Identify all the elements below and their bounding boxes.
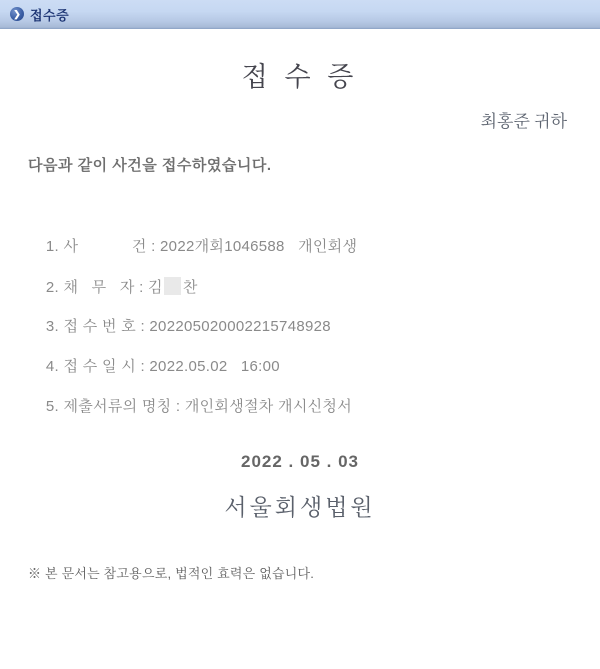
- receipt-field-debtor: [28, 257, 600, 297]
- header-title: 접수증: [30, 7, 70, 23]
- receipt-field-datetime-text: 4. 접 수 일 시 : 2022.05.02 16:00: [45, 358, 280, 375]
- receipt-field-number: [28, 297, 600, 337]
- court-name: 서울회생법원: [224, 495, 376, 520]
- page-header: [0, 0, 600, 29]
- chevron-right-circle-icon: ❯: [10, 7, 24, 21]
- receipt-field-document: [28, 377, 600, 417]
- redacted-name-box: [164, 277, 181, 295]
- receipt-field-case-text: 1. 사 건 : 2022개회1046588 개인회생: [45, 238, 358, 255]
- receipt-fields: [0, 217, 600, 417]
- footer-note: ※ 본 문서는 참고용으로, 법적인 효력은 없습니다.: [28, 566, 315, 581]
- receipt-field-debtor-prefix: 2. 채 무 자 : 김: [45, 279, 163, 296]
- recipient-line: 최홍준 귀하: [480, 112, 567, 131]
- receipt-field-case: [28, 217, 600, 257]
- receipt-field-document-text: 5. 제출서류의 명칭 : 개인회생절차 개시신청서: [45, 398, 353, 415]
- issue-date: 2022 . 05 . 03: [241, 452, 359, 471]
- intro-line: 다음과 같이 사건을 접수하였습니다.: [28, 157, 272, 174]
- receipt-field-debtor-suffix: 찬: [182, 279, 198, 296]
- receipt-field-number-text: 3. 접 수 번 호 : 202205020002215748928: [45, 318, 331, 335]
- document-title: 접 수 증: [241, 62, 359, 92]
- receipt-field-datetime: [28, 337, 600, 377]
